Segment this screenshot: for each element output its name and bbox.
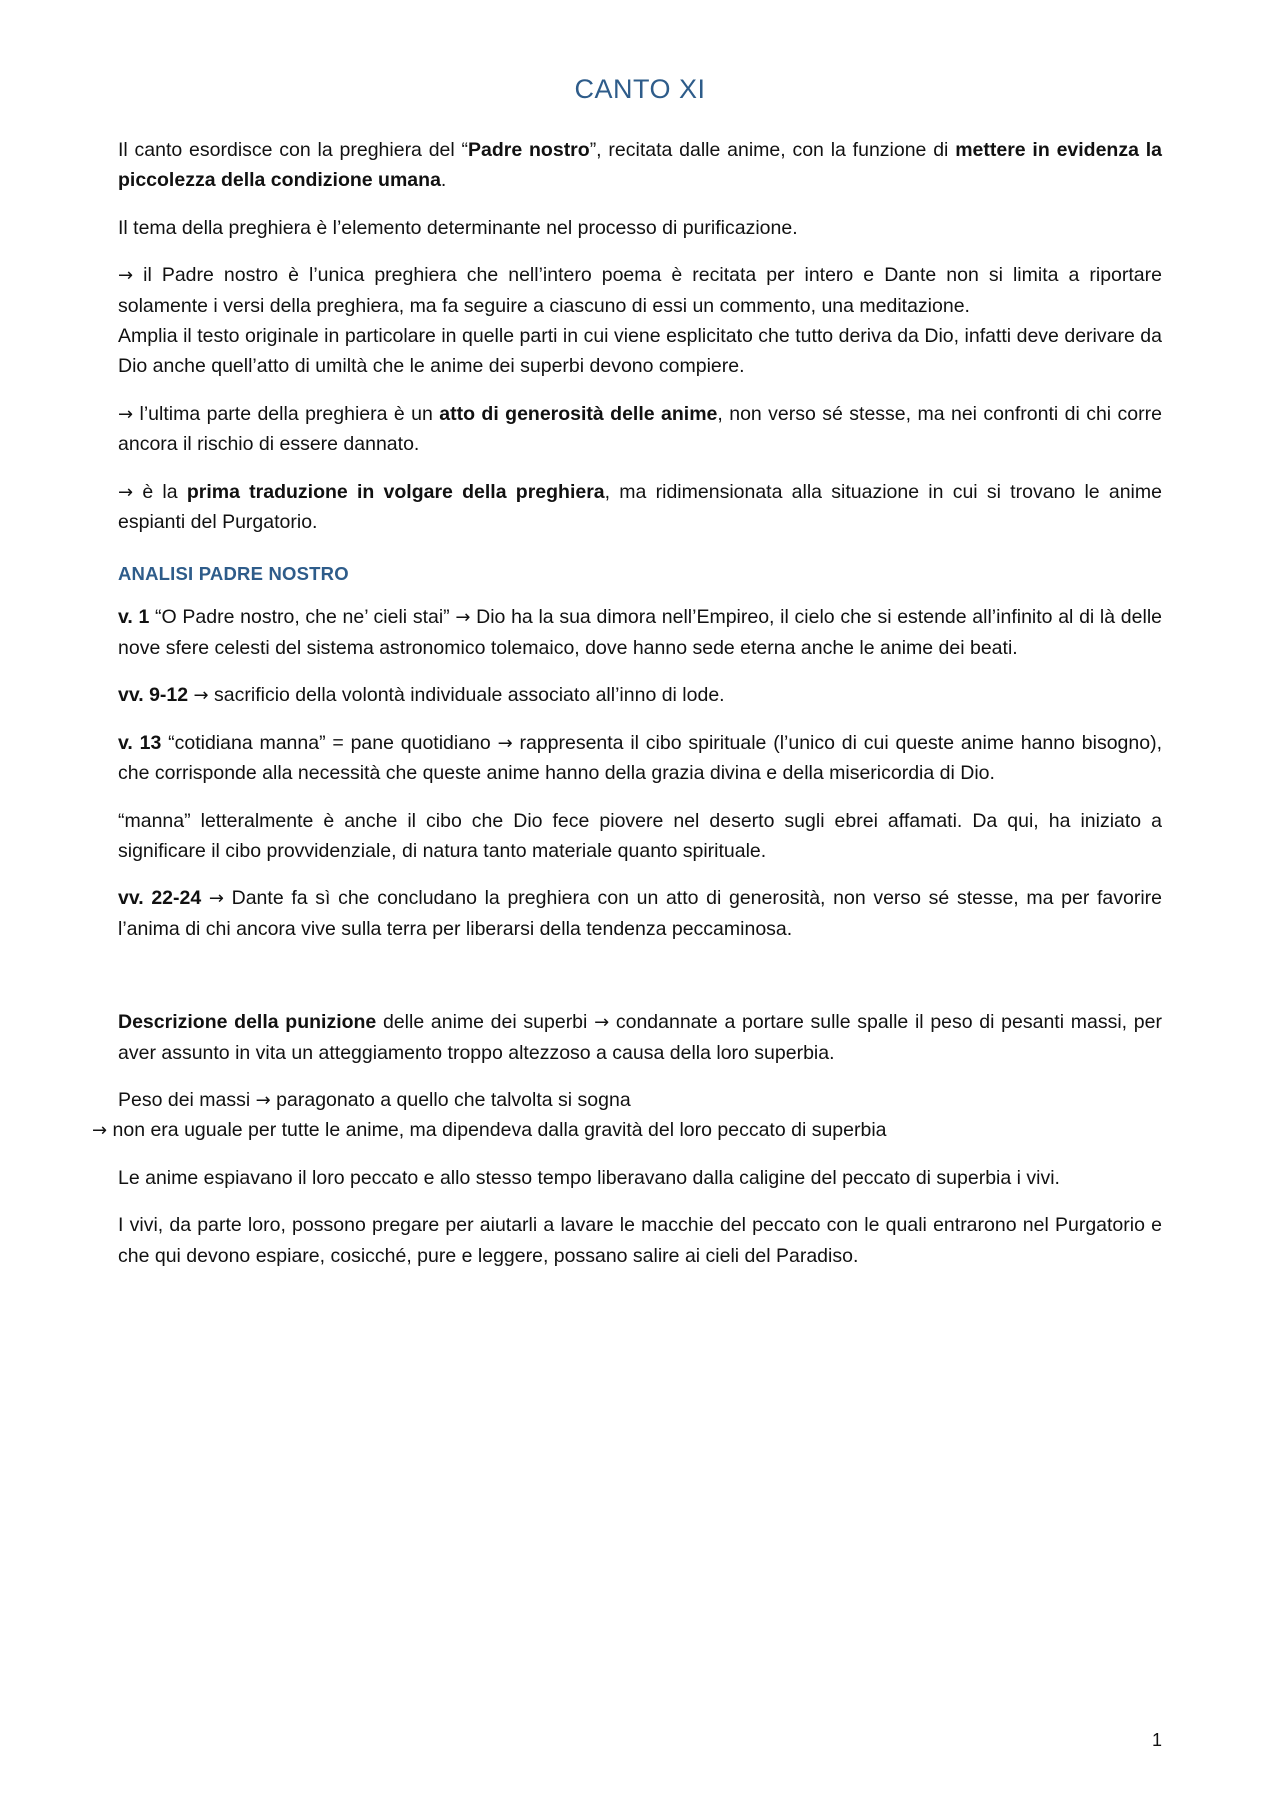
paragraph-peso-massi-sub <box>92 1115 1162 1145</box>
verso-13-text-a: “cotidiana manna” = pane quotidiano <box>161 731 498 754</box>
intro-1-bold-padre-nostro: Padre nostro <box>468 139 590 161</box>
verso-1-label: v. 1 <box>118 606 150 629</box>
peso-massi-part-b: paragonato a quello che talvolta si sogna <box>270 1088 631 1111</box>
peso-massi-part-a: Peso dei massi <box>118 1088 256 1111</box>
arrow-icon: → <box>118 481 134 503</box>
arrow-icon: → <box>497 732 513 754</box>
punizione-1-part-b: delle anime dei superbi <box>376 1011 595 1034</box>
intro-1-part-a: Il canto esordisce con la preghiera del “ <box>118 139 469 161</box>
intro-1-part-c: ”, recitata dalle anime, con la funzione di <box>589 139 956 161</box>
paragraph-peso-massi <box>118 1085 1162 1115</box>
intro-6-bold-prima-traduzione: prima traduzione in volgare della preghiera <box>186 480 605 503</box>
paragraph-versi-22-24 <box>118 883 1162 944</box>
versi-22-24-text: Dante fa sì che concludano la preghiera con un atto di generosità, non verso sé stesse, ma per favorire l’anima di chi ancora vive sulla terra per liberarsi della tendenza peccaminosa. <box>118 887 1163 940</box>
versi-22-24-label: vv. 22-24 <box>118 887 202 910</box>
intro-3-text: il Padre nostro è l’unica preghiera che nell’intero poema è recitata per intero e Dante non si limita a riportare solamente i versi della preghiera, ma fa seguire a ciascuno di essi un commento, una meditazione. <box>118 264 1162 317</box>
section-heading-analisi-padre-nostro: ANALISI PADRE NOSTRO <box>118 563 349 585</box>
page-number: 1 <box>1151 1730 1162 1750</box>
paragraph-verso-1 <box>118 602 1162 663</box>
intro-1-part-e: . <box>440 169 447 192</box>
punizione-1-part-c: condannate a portare sulle spalle il peso di pesanti massi, per aver assunto in vita un atteggiamento troppo altezzoso a causa della loro superbia. <box>118 1011 1162 1064</box>
section-spacer <box>118 961 1162 1007</box>
arrow-icon: → <box>255 1089 271 1111</box>
intro-5-part-c: , non verso sé stesse, ma nei confronti di chi corre ancora il rischio di essere dannato. <box>118 402 1162 456</box>
intro-5-part-a: l’ultima parte della preghiera è un <box>133 402 440 425</box>
paragraph-intro-2: Il tema della preghiera è l’elemento determinante nel processo di purificazione. <box>118 216 798 239</box>
versi-9-12-text: sacrificio della volontà individuale associato all’inno di lode. <box>208 684 725 707</box>
intro-6-part-a: è la <box>133 480 187 503</box>
verso-13-label: v. 13 <box>118 731 162 754</box>
versi-22-24-spacer <box>201 887 209 909</box>
arrow-icon: → <box>594 1012 610 1034</box>
arrow-icon: → <box>208 888 224 910</box>
intro-6-part-c: , ma ridimensionata alla situazione in cui si trovano le anime espianti del Purgatorio. <box>118 480 1162 534</box>
versi-9-12-label: vv. 9-12 <box>118 684 189 707</box>
paragraph-intro-6 <box>118 477 1162 538</box>
arrow-icon: → <box>118 265 134 287</box>
arrow-icon: → <box>455 607 471 629</box>
punizione-bold-descrizione: Descrizione della punizione <box>118 1011 377 1034</box>
paragraph-intro-1 <box>118 135 1162 196</box>
peso-massi-sub-text: non era uguale per tutte le anime, ma dipendeva dalla gravità del loro peccato di superbia <box>107 1119 887 1142</box>
paragraph-manna: “manna” letteralmente è anche il cibo che Dio fece piovere nel deserto sugli ebrei affamati. Da qui, ha iniziato a significare il cibo provvidenziale, di natura tanto materiale quanto spirituale. <box>118 809 1162 862</box>
paragraph-intro-5 <box>118 399 1162 460</box>
verso-1-text-b: Dio ha la sua dimora nell’Empireo, il cielo che si estende all’infinito al di là delle nove sfere celesti del sistema astronomico tolemaico, dove hanno sede eterna anche le anime dei beati. <box>118 606 1162 659</box>
paragraph-versi-9-12 <box>118 680 1162 710</box>
paragraph-punizione-1 <box>118 1007 1162 1068</box>
arrow-icon: → <box>193 685 209 707</box>
paragraph-verso-13 <box>118 728 1162 789</box>
intro-1-bold-piccolezza: mettere in evidenza la piccolezza della condizione umana <box>118 139 1162 192</box>
paragraph-punizione-4: Le anime espiavano il loro peccato e allo stesso tempo liberavano dalla caligine del peccato di superbia i vivi. <box>118 1166 1060 1189</box>
verso-1-text-a: “O Padre nostro, che ne’ cieli stai” <box>149 606 456 629</box>
arrow-icon: → <box>118 403 134 425</box>
intro-5-bold-atto-generosita: atto di generosità delle anime <box>439 402 718 425</box>
paragraph-punizione-5: I vivi, da parte loro, possono pregare per aiutarli a lavare le macchie del peccato con le quali entrarono nel Purgatorio e che qui devono espiare, cosicché, pure e leggere, possano salire ai cieli del Paradiso. <box>118 1214 1162 1267</box>
paragraph-intro-3 <box>118 260 1162 321</box>
paragraph-intro-4: Amplia il testo originale in particolare in quelle parti in cui viene esplicitato che tutto deriva da Dio, infatti deve derivare da Dio anche quell’atto di umiltà che le anime dei superbi devono compiere. <box>118 325 1162 378</box>
arrow-icon: → <box>92 1120 108 1142</box>
page-title: CANTO XI <box>574 74 706 104</box>
verso-13-text-b: rappresenta il cibo spirituale (l’unico di cui queste anime hanno bisogno), che corrisponde alla necessità che queste anime hanno della grazia divina e della misericordia di Dio. <box>118 731 1162 785</box>
